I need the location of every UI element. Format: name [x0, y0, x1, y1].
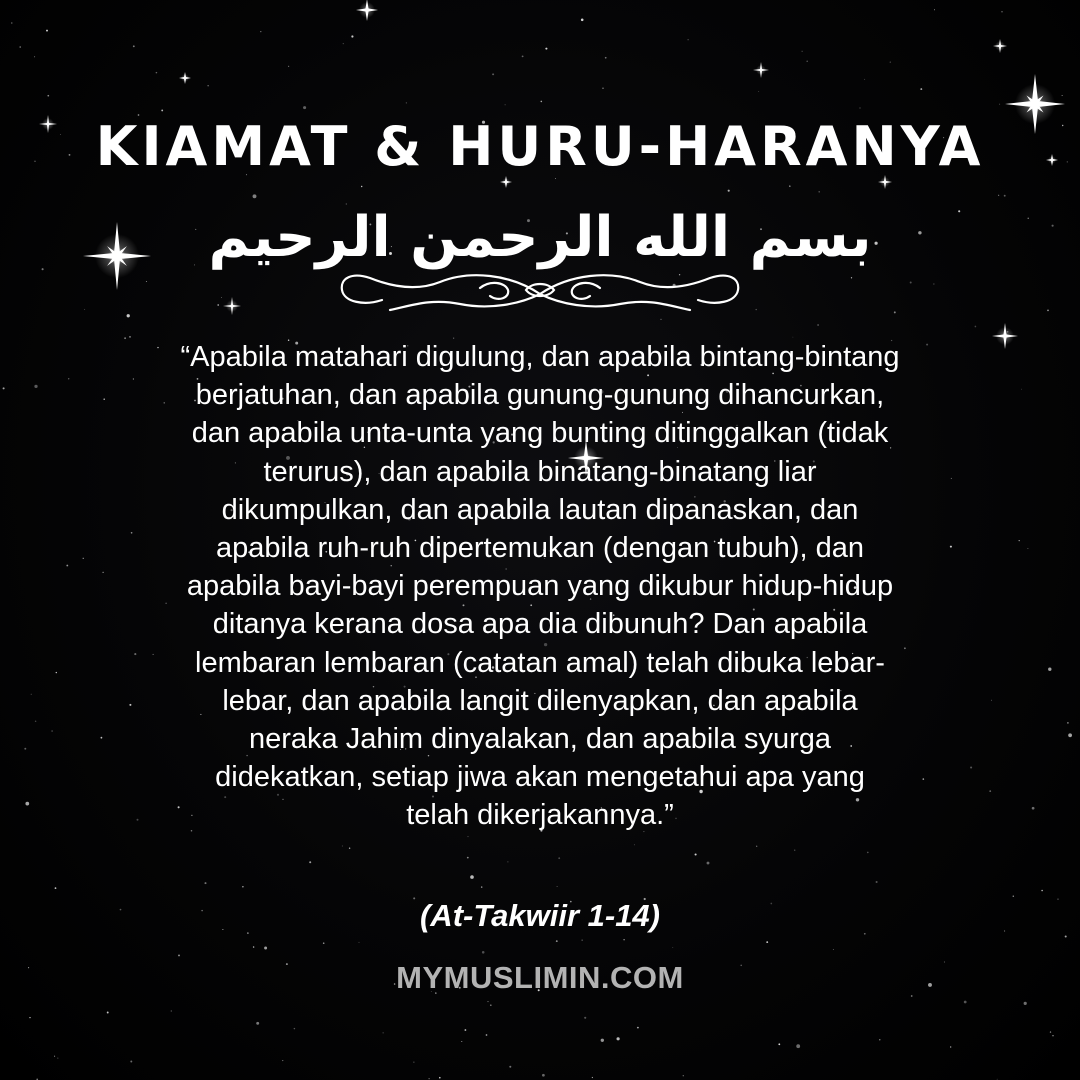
star-dot: [557, 886, 558, 887]
star-dot: [131, 532, 133, 534]
star-dot: [217, 304, 219, 306]
star-dot: [490, 1004, 492, 1006]
star-dot: [1052, 1035, 1053, 1036]
star-dot: [683, 1075, 684, 1076]
star-dot: [509, 1066, 511, 1068]
star-dot: [833, 949, 834, 950]
star-dot: [910, 282, 912, 284]
star-dot: [195, 229, 196, 230]
sparkle-star-icon: [992, 323, 1018, 349]
star-dot: [1001, 11, 1002, 12]
star-dot: [875, 242, 878, 245]
star-dot: [1032, 807, 1035, 810]
star-dot: [1068, 733, 1072, 737]
star-dot: [146, 281, 147, 282]
website-footer: MYMUSLIMIN.COM: [396, 960, 684, 995]
star-dot: [171, 1011, 172, 1012]
star-dot: [1047, 310, 1049, 312]
star-dot: [461, 1041, 462, 1042]
star-dot: [581, 19, 584, 22]
star-dot: [970, 766, 972, 768]
star-dot: [1067, 722, 1069, 724]
star-dot: [470, 875, 474, 879]
star-dot: [34, 385, 37, 388]
star-dot: [672, 947, 673, 948]
star-dot: [124, 337, 126, 339]
star-dot: [950, 1046, 951, 1047]
star-dot: [998, 195, 999, 196]
star-dot: [11, 22, 12, 23]
star-dot: [934, 9, 935, 10]
sparkle-star-icon: [223, 297, 241, 315]
star-dot: [602, 88, 603, 89]
star-dot: [789, 185, 791, 187]
star-dot: [133, 378, 134, 379]
star-dot: [894, 311, 896, 313]
sparkle-star-icon: [83, 222, 151, 290]
star-dot: [999, 104, 1000, 105]
star-dot: [876, 881, 878, 883]
star-dot: [68, 378, 69, 379]
star-dot: [221, 297, 222, 298]
star-dot: [802, 51, 803, 52]
star-dot: [101, 737, 103, 739]
star-dot: [1028, 218, 1029, 219]
star-dot: [545, 48, 547, 50]
star-dot: [605, 57, 607, 59]
star-dot: [303, 106, 306, 109]
star-dot: [208, 85, 209, 86]
star-dot: [926, 344, 928, 346]
star-dot: [1048, 668, 1051, 671]
star-dot: [1041, 890, 1043, 892]
star-dot: [3, 387, 5, 389]
sparkle-star-icon: [179, 72, 191, 84]
star-dot: [758, 91, 759, 92]
star-dot: [178, 954, 180, 956]
star-dot: [46, 30, 48, 32]
star-dot: [1004, 195, 1006, 197]
star-dot: [358, 942, 359, 943]
star-dot: [107, 1012, 109, 1014]
star-dot: [794, 850, 795, 851]
sparkle-star-icon: [356, 0, 378, 21]
star-dot: [164, 402, 165, 403]
star-dot: [83, 558, 84, 559]
star-dot: [582, 940, 583, 941]
verse-reference: (At-Takwiir 1-14): [419, 898, 660, 933]
star-dot: [25, 802, 29, 806]
star-dot: [153, 654, 154, 655]
star-dot: [879, 1039, 880, 1040]
star-dot: [242, 886, 243, 887]
star-dot: [429, 1078, 430, 1079]
star-dot: [695, 853, 697, 855]
star-dot: [54, 1056, 55, 1057]
star-dot: [756, 846, 757, 847]
sparkle-star-icon: [753, 62, 769, 78]
star-dot: [351, 35, 353, 37]
star-dot: [413, 1062, 414, 1063]
star-dot: [468, 836, 469, 837]
star-dot: [923, 778, 925, 780]
star-dot: [57, 1057, 58, 1058]
sparkle-star-icon: [993, 39, 1007, 53]
star-dot: [156, 72, 158, 74]
star-dot: [467, 857, 469, 859]
star-dot: [623, 939, 624, 940]
basmala-text: بسم الله الرحمن الرحيم: [208, 205, 872, 270]
star-dot: [47, 95, 49, 97]
star-dot: [601, 1039, 604, 1042]
star-dot: [933, 284, 934, 285]
star-dot: [157, 347, 158, 348]
star-dot: [439, 1077, 441, 1079]
star-dot: [260, 31, 261, 32]
star-dot: [964, 1001, 967, 1004]
star-dot: [558, 857, 560, 859]
star-dot: [592, 1077, 593, 1078]
star-dot: [660, 319, 661, 320]
star-dot: [19, 46, 21, 48]
star-dot: [24, 748, 26, 750]
calligraphy-flourish-icon: [342, 275, 738, 310]
star-dot: [35, 720, 37, 722]
star-dot: [349, 847, 350, 848]
star-dot: [31, 694, 32, 695]
star-dot: [766, 941, 768, 943]
star-dot: [130, 1061, 132, 1063]
star-dot: [817, 324, 819, 326]
star-dot: [1024, 1002, 1027, 1005]
star-dot: [488, 1001, 489, 1002]
star-dot: [991, 700, 992, 701]
star-dot: [51, 730, 53, 732]
star-dot: [755, 309, 756, 310]
star-dot: [482, 951, 485, 954]
star-dot: [264, 947, 267, 950]
star-dot: [127, 314, 130, 317]
star-dot: [989, 790, 991, 792]
star-dot: [282, 1060, 283, 1061]
quote-text: “Apabila matahari digulung, dan apabila bintang-bintang berjatuhan, dan apabila gunung-gunung dihancurkan, dan apabila unta-unta yang bunting ditinggalkan (tidak terurus), dan apabila binatang-binatang liar dikumpulkan, dan apabila lautan dipanaskan, dan apabila ruh-ruh dipertemukan (dengan tubuh), dan apabila bayi-bayi perempuan yang dikubur hidup-hidup ditanya kerana dosa apa dia dibunuh? Dan apabila lembaran lembaran (catatan amal) telah dibuka lebar-lebar, dan apabila langit dilenyapkan, dan apabila neraka Jahim dinyalakan, dan apabila syurga didekatkan, setiap jiwa akan mengetahui apa yang telah dikerjakannya.”: [180, 341, 900, 832]
star-dot: [1052, 225, 1054, 227]
star-dot: [492, 73, 494, 75]
star-dot: [133, 45, 135, 47]
star-dot: [818, 191, 820, 193]
star-dot: [55, 887, 57, 889]
star-dot: [920, 88, 922, 90]
star-dot: [406, 102, 407, 103]
star-dot: [137, 819, 139, 821]
star-dot: [951, 478, 952, 479]
star-dot: [505, 104, 506, 105]
star-dot: [42, 268, 44, 270]
star-dot: [102, 572, 103, 573]
star-dot: [860, 108, 861, 109]
star-dot: [253, 946, 255, 948]
star-dot: [29, 1017, 30, 1018]
star-dot: [383, 1032, 384, 1033]
star-dot: [867, 852, 869, 854]
star-dot: [1050, 1031, 1051, 1032]
star-dot: [851, 277, 852, 278]
star-dot: [707, 862, 710, 865]
star-dot: [481, 886, 482, 887]
star-dot: [56, 672, 57, 673]
star-dot: [634, 844, 635, 845]
star-dot: [584, 1017, 586, 1019]
star-dot: [129, 704, 131, 706]
star-dot: [1027, 548, 1028, 549]
star-dot: [918, 231, 921, 234]
star-dot: [890, 61, 891, 62]
basmala-calligraphy: [208, 178, 872, 318]
star-dot: [542, 1074, 545, 1077]
star-dot: [975, 326, 977, 328]
star-dot: [129, 336, 131, 338]
star-dot: [134, 653, 136, 655]
star-dot: [904, 647, 906, 649]
star-dot: [103, 398, 104, 399]
star-dot: [66, 565, 68, 567]
star-dot: [617, 1037, 620, 1040]
star-dot: [342, 845, 343, 846]
star-dot: [556, 940, 558, 942]
star-dot: [541, 101, 543, 103]
star-dot: [323, 942, 325, 944]
star-dot: [84, 309, 85, 310]
star-dot: [34, 56, 35, 57]
star-dot: [165, 603, 166, 604]
page-title: KIAMAT & HURU-HARANYA: [95, 115, 985, 178]
star-dot: [958, 210, 960, 212]
star-dot: [294, 1028, 295, 1029]
star-dot: [637, 1027, 639, 1029]
star-dot: [204, 882, 206, 884]
star-dot: [1019, 540, 1020, 541]
star-dot: [950, 546, 952, 548]
star-dot: [256, 1022, 259, 1025]
star-dot: [464, 1029, 466, 1031]
star-dot: [253, 194, 257, 198]
star-dot: [688, 39, 689, 40]
star-dot: [343, 43, 344, 44]
star-dot: [486, 1034, 488, 1036]
star-dot: [507, 861, 508, 862]
star-dot: [1062, 95, 1063, 96]
star-dot: [522, 55, 524, 57]
star-dot: [288, 66, 289, 67]
star-dot: [778, 1043, 780, 1045]
star-dot: [864, 79, 865, 80]
star-dot: [796, 1044, 800, 1048]
star-dot: [806, 61, 808, 63]
star-dot: [309, 861, 311, 863]
star-dot: [194, 264, 195, 265]
star-dot: [1021, 389, 1022, 390]
